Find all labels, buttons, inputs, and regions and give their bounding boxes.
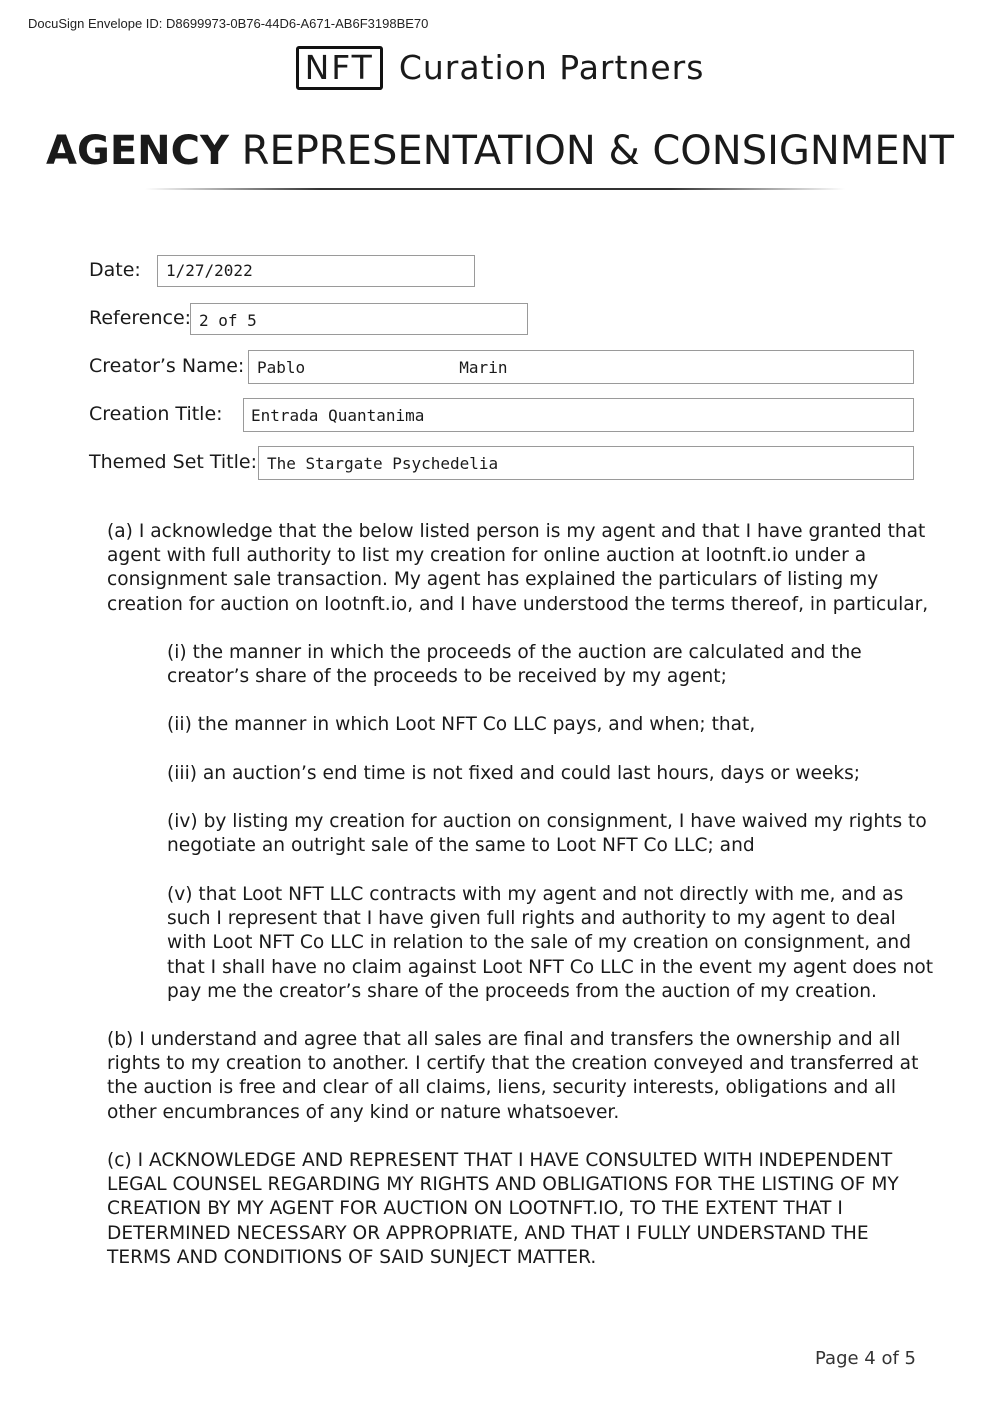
themed-set-title-field[interactable]: The Stargate Psychedelia	[258, 446, 914, 480]
title-divider	[145, 188, 845, 190]
creation-title-label: Creation Title:	[89, 403, 223, 425]
reference-label: Reference:	[89, 307, 192, 329]
clause-a: (a) I acknowledge that the below listed person is my agent and that I have granted that agent with full authority to list my creation for online auction at lootnft.io under a consignment sale transaction. My agent has explained the particulars of listing my creation for auction on lootnft.io, and I have understood the terms thereof, in particular,	[107, 521, 929, 615]
title-rest: REPRESENTATION & CONSIGNMENT	[228, 128, 954, 174]
document-title	[0, 128, 1000, 174]
page-number: Page 4 of 5	[815, 1348, 916, 1369]
brand-nft-box: NFT	[296, 46, 383, 90]
clause-iv: (iv) by listing my creation for auction on consignment, I have waived my rights to negotiate an outright sale of the same to Loot NFT Co LLC; and	[167, 811, 927, 857]
reference-field[interactable]: 2 of 5	[190, 303, 528, 335]
brand-logo	[0, 46, 1000, 90]
title-bold: AGENCY	[46, 128, 229, 174]
creator-name-field[interactable]: Pablo Marin	[248, 350, 914, 384]
clause-iii: (iii) an auction’s end time is not fixed and could last hours, days or weeks;	[167, 763, 861, 784]
brand-name: Curation Partners	[398, 48, 705, 87]
clause-c: (c) I ACKNOWLEDGE AND REPRESENT THAT I HAVE CONSULTED WITH INDEPENDENT LEGAL COUNSEL REGARDING MY RIGHTS AND OBLIGATIONS FOR THE LISTING OF MY CREATION BY MY AGENT FOR AUCTION ON LOOTNFT.IO, TO THE EXTENT THAT I DETERMINED NECESSARY OR APPROPRIATE, AND THAT I FULLY UNDERSTAND THE TERMS AND CONDITIONS OF SAID SUNJECT MATTER.	[107, 1150, 899, 1268]
date-label: Date:	[89, 259, 141, 281]
clause-ii: (ii) the manner in which Loot NFT Co LLC pays, and when; that,	[167, 714, 756, 735]
creator-name-label: Creator’s Name:	[89, 355, 245, 377]
themed-set-title-label: Themed Set Title:	[89, 451, 257, 473]
clause-i: (i) the manner in which the proceeds of the auction are calculated and the creator’s share of the proceeds to be received by my agent;	[167, 642, 862, 688]
envelope-id: DocuSign Envelope ID: D8699973-0B76-44D6-A671-AB6F3198BE70	[28, 16, 429, 31]
clause-b: (b) I understand and agree that all sales are final and transfers the ownership and all rights to my creation to another. I certify that the creation conveyed and transferred at the auction is free and clear of all claims, liens, security interests, obligations and all other encumbrances of any kind or nature whatsoever.	[107, 1029, 919, 1123]
creation-title-field[interactable]: Entrada Quantanima	[243, 398, 914, 432]
date-field[interactable]: 1/27/2022	[157, 255, 475, 287]
clause-v: (v) that Loot NFT LLC contracts with my agent and not directly with me, and as such I represent that I have given full rights and authority to my agent to deal with Loot NFT Co LLC in relation to the sale of my creation on consignment, and that I shall have no claim against Loot NFT Co LLC in the event my agent does not pay me the creator’s share of the proceeds from the auction of my creation.	[167, 884, 934, 1002]
